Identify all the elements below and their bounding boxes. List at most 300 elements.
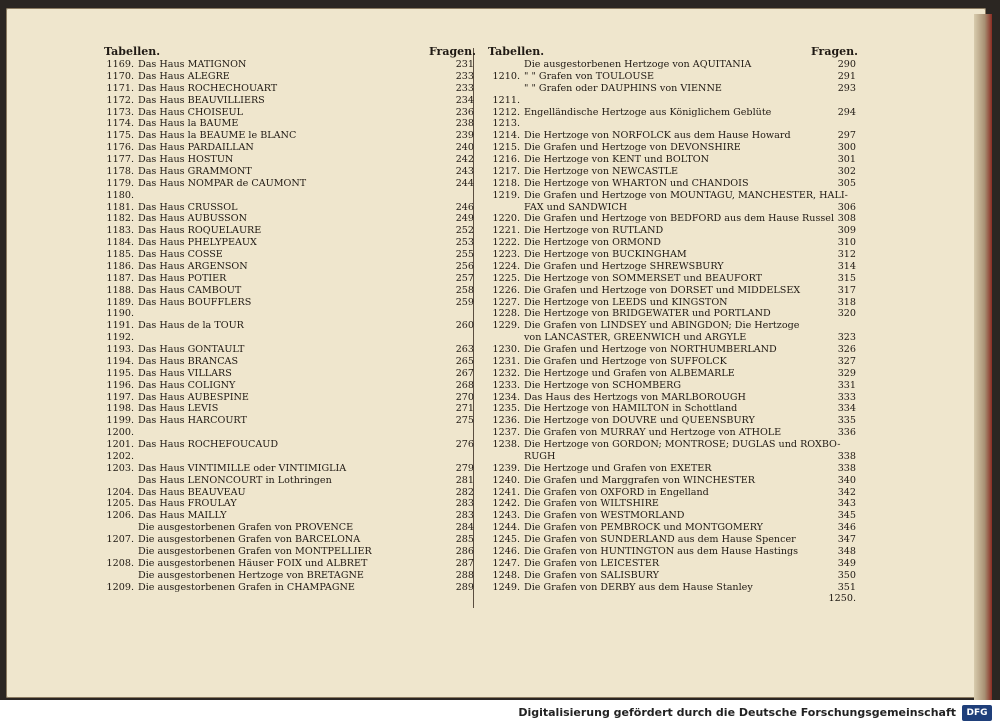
index-entry bbox=[96, 392, 482, 404]
entry-title: Das Haus de la TOUR bbox=[138, 320, 244, 332]
index-entry bbox=[480, 487, 864, 499]
index-entry bbox=[480, 498, 864, 510]
entry-page: 285 bbox=[455, 534, 474, 545]
entry-page: 291 bbox=[837, 70, 856, 82]
entry-page: 335 bbox=[837, 415, 856, 427]
entry-page: 348 bbox=[837, 545, 856, 557]
entry-page: 231 bbox=[455, 59, 474, 70]
entry-page: 306 bbox=[837, 201, 856, 213]
tabellen-heading: Tabellen. bbox=[104, 45, 161, 58]
index-entry bbox=[480, 392, 864, 404]
index-entry bbox=[96, 190, 482, 202]
entry-number: 1186. bbox=[106, 260, 134, 272]
left-column-header bbox=[96, 43, 482, 59]
entry-title: Die Hertzoge von KENT und BOLTON bbox=[524, 154, 709, 165]
entry-title: Die Grafen von LINDSEY und ABINGDON; Die Hertzoge bbox=[524, 320, 800, 332]
entry-number: 1221. bbox=[492, 225, 520, 237]
index-entry bbox=[96, 320, 482, 332]
entry-title: Die Hertzoge von NEWCASTLE bbox=[524, 165, 678, 177]
entry-page: 350 bbox=[837, 569, 856, 581]
index-entry bbox=[480, 166, 864, 178]
index-entry bbox=[96, 582, 482, 594]
entry-page: 301 bbox=[837, 154, 856, 165]
entry-title: Das Haus COSSE bbox=[138, 249, 223, 260]
entry-number: 1237. bbox=[492, 427, 520, 439]
entry-number: 1203. bbox=[106, 462, 134, 474]
entry-title: Das Haus HOSTUN bbox=[138, 154, 234, 165]
index-entry bbox=[96, 522, 482, 534]
entry-number: 1175. bbox=[106, 130, 134, 142]
entry-title: Das Haus COLIGNY bbox=[138, 379, 236, 391]
index-entry bbox=[96, 534, 482, 546]
entry-page: 286 bbox=[455, 545, 474, 557]
entry-page: 343 bbox=[837, 498, 856, 510]
index-entry bbox=[480, 522, 864, 534]
index-entry bbox=[480, 95, 864, 107]
index-entry bbox=[96, 439, 482, 451]
entry-title: Die Grafen von HUNTINGTON aus dem Hause Hastings bbox=[524, 545, 799, 557]
right-column bbox=[480, 43, 864, 605]
entry-page: 257 bbox=[455, 272, 474, 284]
entry-title: Die Grafen und Hertzoge von DEVONSHIRE bbox=[524, 142, 741, 154]
right-column-header bbox=[480, 43, 864, 59]
entry-number: 1235. bbox=[492, 403, 520, 415]
entry-number: 1248. bbox=[492, 569, 520, 581]
entry-title: Die Hertzoge von BRIDGEWATER und PORTLAND bbox=[524, 308, 771, 320]
entry-title: Das Haus VILLARS bbox=[138, 367, 232, 379]
entry-number: 1195. bbox=[106, 367, 134, 379]
entry-title: Die Grafen von PEMBROCK und MONTGOMERY bbox=[524, 522, 763, 534]
entry-page: 249 bbox=[455, 213, 474, 225]
entry-page: 320 bbox=[837, 308, 856, 320]
entry-page: 338 bbox=[837, 462, 856, 474]
entry-number: 1228. bbox=[492, 308, 520, 320]
index-entry bbox=[480, 190, 864, 202]
entry-title: Die Grafen von WESTMORLAND bbox=[524, 510, 685, 522]
entry-number: 1215. bbox=[492, 142, 520, 154]
index-entry bbox=[480, 380, 864, 392]
entry-title: Die Grafen und Hertzoge SHREWSBURY bbox=[524, 260, 724, 272]
entry-title: Die Hertzoge von NORFOLCK aus dem Hause Howard bbox=[524, 130, 791, 142]
index-entry bbox=[480, 107, 864, 119]
entry-number: 1179. bbox=[106, 177, 134, 189]
entry-number: 1204. bbox=[106, 486, 134, 498]
index-entry bbox=[480, 320, 864, 332]
entry-number: 1185. bbox=[106, 249, 134, 260]
entry-number: 1216. bbox=[492, 154, 520, 165]
entry-number: 1222. bbox=[492, 237, 520, 249]
entry-number: 1182. bbox=[106, 213, 134, 225]
entry-title: Das Haus BEAUVEAU bbox=[138, 486, 246, 498]
entry-number: 1202. bbox=[106, 450, 134, 462]
index-entry bbox=[480, 237, 864, 249]
entry-page: 234 bbox=[455, 94, 474, 106]
entry-title: Die Grafen und Marggrafen von WINCHESTER bbox=[524, 474, 756, 486]
book-page bbox=[6, 8, 986, 698]
entry-title: Das Haus FROULAY bbox=[138, 498, 237, 510]
index-entry bbox=[96, 249, 482, 261]
entry-number: 1234. bbox=[492, 391, 520, 403]
index-entry bbox=[480, 178, 864, 190]
index-entry bbox=[480, 582, 864, 594]
entry-number: 1225. bbox=[492, 272, 520, 284]
index-entry bbox=[480, 475, 864, 487]
footer-credit: Digitalisierung gefördert durch die Deutsche Forschungsgemeinschaft bbox=[518, 706, 956, 719]
entry-page: 263 bbox=[455, 344, 474, 355]
index-entry bbox=[480, 202, 864, 214]
index-entry bbox=[96, 356, 482, 368]
index-entry bbox=[480, 534, 864, 546]
index-entry bbox=[96, 59, 482, 71]
entry-title: Das Haus BOUFFLERS bbox=[138, 296, 252, 308]
entry-title: Die Grafen von LEICESTER bbox=[524, 557, 660, 569]
entry-number: 1183. bbox=[106, 225, 134, 237]
entry-number: 1242. bbox=[492, 498, 520, 510]
entry-page: 240 bbox=[455, 142, 474, 154]
entry-page: 275 bbox=[455, 415, 474, 427]
index-entry bbox=[480, 285, 864, 297]
entry-number: 1238. bbox=[492, 439, 520, 450]
index-entry bbox=[480, 297, 864, 309]
entry-number: 1226. bbox=[492, 284, 520, 296]
entry-page: 317 bbox=[837, 284, 856, 296]
index-entry bbox=[96, 297, 482, 309]
entry-title: Die Hertzoge und Grafen von ALBEMARLE bbox=[524, 367, 735, 379]
entry-title: Die Hertzoge von SCHOMBERG bbox=[524, 379, 682, 391]
entry-number: 1245. bbox=[492, 534, 520, 545]
entry-page: 258 bbox=[455, 284, 474, 296]
index-entry bbox=[96, 261, 482, 273]
entry-title: Die Grafen und Hertzoge von BEDFORD aus dem Hause Russel bbox=[524, 213, 835, 225]
entry-number: 1219. bbox=[492, 189, 520, 201]
entry-number: 1181. bbox=[106, 201, 134, 213]
index-entry bbox=[96, 546, 482, 558]
index-entry bbox=[96, 237, 482, 249]
index-entry bbox=[480, 427, 864, 439]
entry-page: 331 bbox=[837, 379, 856, 391]
entry-page: 327 bbox=[837, 355, 856, 367]
entry-page: 233 bbox=[455, 70, 474, 82]
entry-title: Das Haus AUBUSSON bbox=[138, 213, 248, 225]
index-entry bbox=[480, 344, 864, 356]
entry-title: Engelländische Hertzoge aus Königlichem Geblüte bbox=[524, 106, 772, 118]
entry-title: Das Haus VINTIMILLE oder VINTIMIGLIA bbox=[138, 462, 347, 474]
entry-number: 1217. bbox=[492, 165, 520, 177]
index-entry bbox=[96, 178, 482, 190]
entry-page: 252 bbox=[455, 225, 474, 237]
entry-title: Die ausgestorbenen Hertzoge von AQUITANIA bbox=[524, 59, 752, 70]
entry-title: Die Hertzoge von ORMOND bbox=[524, 237, 661, 249]
entry-title: Das Haus BRANCAS bbox=[138, 355, 239, 367]
entry-title: Die Grafen von OXFORD in Engelland bbox=[524, 486, 709, 498]
index-entry bbox=[480, 154, 864, 166]
entry-title: Das Haus MAILLY bbox=[138, 510, 227, 522]
entry-title: Das Haus ARGENSON bbox=[138, 260, 248, 272]
entry-title: Die Grafen von MURRAY und Hertzoge von ATHOLE bbox=[524, 427, 782, 439]
index-entry bbox=[96, 570, 482, 582]
entry-number: 1184. bbox=[106, 237, 134, 249]
entry-title: Die ausgestorbenen Häuser FOIX und ALBRET bbox=[138, 557, 368, 569]
entry-page: 260 bbox=[455, 320, 474, 332]
index-entry bbox=[96, 308, 482, 320]
entry-number: 1224. bbox=[492, 260, 520, 272]
index-entry bbox=[96, 368, 482, 380]
left-column bbox=[96, 43, 482, 593]
entry-title: Die Grafen von DERBY aus dem Hause Stanley bbox=[524, 581, 753, 593]
entry-page: 242 bbox=[455, 154, 474, 165]
entry-title: RUGH bbox=[524, 450, 556, 462]
entry-number: 1239. bbox=[492, 462, 520, 474]
entry-number: 1172. bbox=[106, 94, 134, 106]
index-entry bbox=[480, 273, 864, 285]
entry-page: 283 bbox=[455, 510, 474, 522]
index-entry bbox=[96, 71, 482, 83]
entry-number: 1196. bbox=[106, 379, 134, 391]
entry-title: Die Hertzoge von HAMILTON in Schottland bbox=[524, 403, 738, 415]
entry-number: 1247. bbox=[492, 557, 520, 569]
entry-page: 326 bbox=[837, 344, 856, 355]
entry-number: 1229. bbox=[492, 320, 520, 332]
entry-page: 239 bbox=[455, 130, 474, 142]
entry-number: 1173. bbox=[106, 106, 134, 118]
entry-number: 1249. bbox=[492, 581, 520, 593]
index-entry bbox=[96, 130, 482, 142]
entry-page: 314 bbox=[837, 260, 856, 272]
index-entry bbox=[96, 154, 482, 166]
entry-number: 1231. bbox=[492, 355, 520, 367]
entry-title: Das Haus ROCHEFOUCAUD bbox=[138, 439, 279, 450]
entry-page: 270 bbox=[455, 391, 474, 403]
entry-number: 1220. bbox=[492, 213, 520, 225]
entry-title: Das Haus MATIGNON bbox=[138, 59, 247, 70]
digitization-footer bbox=[0, 700, 1000, 726]
entry-title: Die Hertzoge und Grafen von EXETER bbox=[524, 462, 712, 474]
entry-page: 347 bbox=[837, 534, 856, 545]
entry-number: 1171. bbox=[106, 82, 134, 94]
entry-title: Das Haus CRUSSOL bbox=[138, 201, 238, 213]
entry-page: 334 bbox=[837, 403, 856, 415]
entry-title: Die ausgestorbenen Grafen in CHAMPAGNE bbox=[138, 581, 355, 593]
page-edge bbox=[974, 14, 992, 708]
index-entry bbox=[96, 285, 482, 297]
entry-page: 283 bbox=[455, 498, 474, 510]
entry-title: Das Haus GONTAULT bbox=[138, 344, 245, 355]
entry-number: 1188. bbox=[106, 284, 134, 296]
entry-number: 1205. bbox=[106, 498, 134, 510]
entry-title: Das Haus ALEGRE bbox=[138, 70, 230, 82]
entry-number: 1198. bbox=[106, 403, 134, 415]
index-entry bbox=[96, 510, 482, 522]
entry-title: Die Hertzoge von BUCKINGHAM bbox=[524, 249, 687, 260]
entry-title: Das Haus des Hertzogs von MARLBOROUGH bbox=[524, 391, 746, 403]
left-rows bbox=[96, 59, 482, 593]
entry-page: 300 bbox=[837, 142, 856, 154]
index-entry bbox=[480, 356, 864, 368]
entry-title: Das Haus CHOISEUL bbox=[138, 106, 244, 118]
entry-title: Die ausgestorbenen Grafen von BARCELONA bbox=[138, 534, 361, 545]
entry-number: 1240. bbox=[492, 474, 520, 486]
index-entry bbox=[96, 344, 482, 356]
entry-title: Das Haus CAMBOUT bbox=[138, 284, 242, 296]
entry-number: 1174. bbox=[106, 118, 134, 130]
entry-number: 1200. bbox=[106, 427, 134, 439]
entry-title: Die Grafen und Hertzoge von MOUNTAGU, MANCHESTER, HALI- bbox=[524, 189, 848, 201]
entry-title: Die ausgestorbenen Hertzoge von BRETAGNE bbox=[138, 569, 364, 581]
entry-page: 329 bbox=[837, 367, 856, 379]
entry-page: 246 bbox=[455, 201, 474, 213]
index-entry bbox=[480, 118, 864, 130]
entry-title: Das Haus la BAUME bbox=[138, 118, 239, 130]
entry-number: 1212. bbox=[492, 106, 520, 118]
index-entry bbox=[480, 510, 864, 522]
entry-page: 276 bbox=[455, 439, 474, 450]
index-entry bbox=[480, 142, 864, 154]
entry-number: 1194. bbox=[106, 355, 134, 367]
entry-page: 267 bbox=[455, 367, 474, 379]
entry-page: 312 bbox=[837, 249, 856, 260]
index-entry bbox=[480, 249, 864, 261]
entry-number: 1241. bbox=[492, 486, 520, 498]
entry-title: Die Grafen und Hertzoge von DORSET und MIDDELSEX bbox=[524, 284, 801, 296]
entry-number: 1189. bbox=[106, 296, 134, 308]
entry-number: 1232. bbox=[492, 367, 520, 379]
entry-number: 1178. bbox=[106, 165, 134, 177]
entry-page: 309 bbox=[837, 225, 856, 237]
entry-page: 284 bbox=[455, 522, 474, 534]
entry-page: 290 bbox=[837, 59, 856, 70]
index-entry bbox=[480, 71, 864, 83]
index-entry bbox=[96, 166, 482, 178]
entry-page: 342 bbox=[837, 486, 856, 498]
entry-title: Das Haus BEAUVILLIERS bbox=[138, 94, 265, 106]
index-entry bbox=[96, 415, 482, 427]
entry-title: Die Hertzoge von RUTLAND bbox=[524, 225, 664, 237]
fragen-heading: Fragen. bbox=[428, 45, 476, 58]
index-entry bbox=[480, 225, 864, 237]
entry-number: 1227. bbox=[492, 296, 520, 308]
entry-page: 259 bbox=[455, 296, 474, 308]
entry-number: 1199. bbox=[106, 415, 134, 427]
entry-page: 351 bbox=[837, 581, 856, 593]
entry-number: 1191. bbox=[106, 320, 134, 332]
entry-title: " " Grafen von TOULOUSE bbox=[524, 70, 655, 82]
index-entry bbox=[480, 451, 864, 463]
entry-page: 308 bbox=[837, 213, 856, 225]
entry-title: Das Haus ROCHECHOUART bbox=[138, 82, 278, 94]
index-entry bbox=[96, 213, 482, 225]
entry-page: 288 bbox=[455, 569, 474, 581]
entry-title: Das Haus ROQUELAURE bbox=[138, 225, 262, 237]
index-entry bbox=[480, 83, 864, 95]
index-entry bbox=[480, 546, 864, 558]
index-entry bbox=[480, 403, 864, 415]
right-rows bbox=[480, 59, 864, 605]
entry-title: Die Hertzoge von GORDON; MONTROSE; DUGLAS und ROXBO- bbox=[524, 439, 841, 450]
fragen-heading: Fragen. bbox=[810, 45, 858, 58]
entry-title: Die Grafen von SALISBURY bbox=[524, 569, 659, 581]
entry-number: 1169. bbox=[106, 59, 134, 70]
entry-number: 1170. bbox=[106, 70, 134, 82]
entry-number: 1214. bbox=[492, 130, 520, 142]
index-entry bbox=[96, 225, 482, 237]
entry-number: 1176. bbox=[106, 142, 134, 154]
entry-number: 1210. bbox=[492, 70, 520, 82]
entry-page: 336 bbox=[837, 427, 856, 439]
entry-title: Das Haus PHELYPEAUX bbox=[138, 237, 257, 249]
entry-title: Die Grafen und Hertzoge von SUFFOLCK bbox=[524, 355, 727, 367]
entry-page: 279 bbox=[455, 462, 474, 474]
entry-number: 1180. bbox=[106, 189, 134, 201]
entry-page: 305 bbox=[837, 177, 856, 189]
index-entry bbox=[96, 107, 482, 119]
entry-title: Die Hertzoge von SOMMERSET und BEAUFORT bbox=[524, 272, 763, 284]
entry-page: 253 bbox=[455, 237, 474, 249]
index-entry bbox=[96, 332, 482, 344]
entry-title: Die Hertzoge von DOUVRE und QUEENSBURY bbox=[524, 415, 755, 427]
entry-page: 293 bbox=[837, 82, 856, 94]
entry-title: Das Haus HARCOURT bbox=[138, 415, 247, 427]
entry-page: 333 bbox=[837, 391, 856, 403]
entry-number: 1190. bbox=[106, 308, 134, 320]
entry-page: 287 bbox=[455, 557, 474, 569]
entry-number: 1213. bbox=[492, 118, 520, 130]
index-entry bbox=[480, 463, 864, 475]
entry-number: 1246. bbox=[492, 545, 520, 557]
entry-page: 236 bbox=[455, 106, 474, 118]
entry-title: Das Haus LEVIS bbox=[138, 403, 219, 415]
entry-page: 297 bbox=[837, 130, 856, 142]
entry-title: Die Hertzoge von WHARTON und CHANDOIS bbox=[524, 177, 749, 189]
entry-title: " " Grafen oder DAUPHINS von VIENNE bbox=[524, 82, 722, 94]
entry-page: 238 bbox=[455, 118, 474, 130]
entry-page: 1250. bbox=[828, 593, 856, 605]
entry-title: Das Haus AUBESPINE bbox=[138, 391, 249, 403]
entry-number: 1207. bbox=[106, 534, 134, 545]
index-entry bbox=[480, 368, 864, 380]
entry-page: 256 bbox=[455, 260, 474, 272]
entry-title: Das Haus PARDAILLAN bbox=[138, 142, 254, 154]
index-entry bbox=[96, 118, 482, 130]
entry-number: 1223. bbox=[492, 249, 520, 260]
entry-number: 1192. bbox=[106, 332, 134, 344]
entry-title: Die Grafen von WILTSHIRE bbox=[524, 498, 659, 510]
entry-page: 349 bbox=[837, 557, 856, 569]
index-entry bbox=[480, 558, 864, 570]
entry-number: 1187. bbox=[106, 272, 134, 284]
index-entry bbox=[480, 570, 864, 582]
entry-number: 1201. bbox=[106, 439, 134, 450]
entry-page: 310 bbox=[837, 237, 856, 249]
index-entry bbox=[480, 130, 864, 142]
entry-title: Das Haus LENONCOURT in Lothringen bbox=[138, 474, 332, 486]
entry-number: 1218. bbox=[492, 177, 520, 189]
entry-title: Die ausgestorbenen Grafen von MONTPELLIER bbox=[138, 545, 372, 557]
index-entry bbox=[96, 427, 482, 439]
entry-page: 233 bbox=[455, 82, 474, 94]
index-entry bbox=[96, 463, 482, 475]
entry-page: 255 bbox=[455, 249, 474, 260]
index-entry bbox=[480, 415, 864, 427]
index-entry bbox=[96, 95, 482, 107]
entry-page: 271 bbox=[455, 403, 474, 415]
index-entry bbox=[96, 403, 482, 415]
entry-number: 1197. bbox=[106, 391, 134, 403]
index-entry bbox=[480, 593, 864, 605]
entry-title: Das Haus la BEAUME le BLANC bbox=[138, 130, 297, 142]
entry-number: 1233. bbox=[492, 379, 520, 391]
entry-page: 315 bbox=[837, 272, 856, 284]
index-entry bbox=[96, 380, 482, 392]
